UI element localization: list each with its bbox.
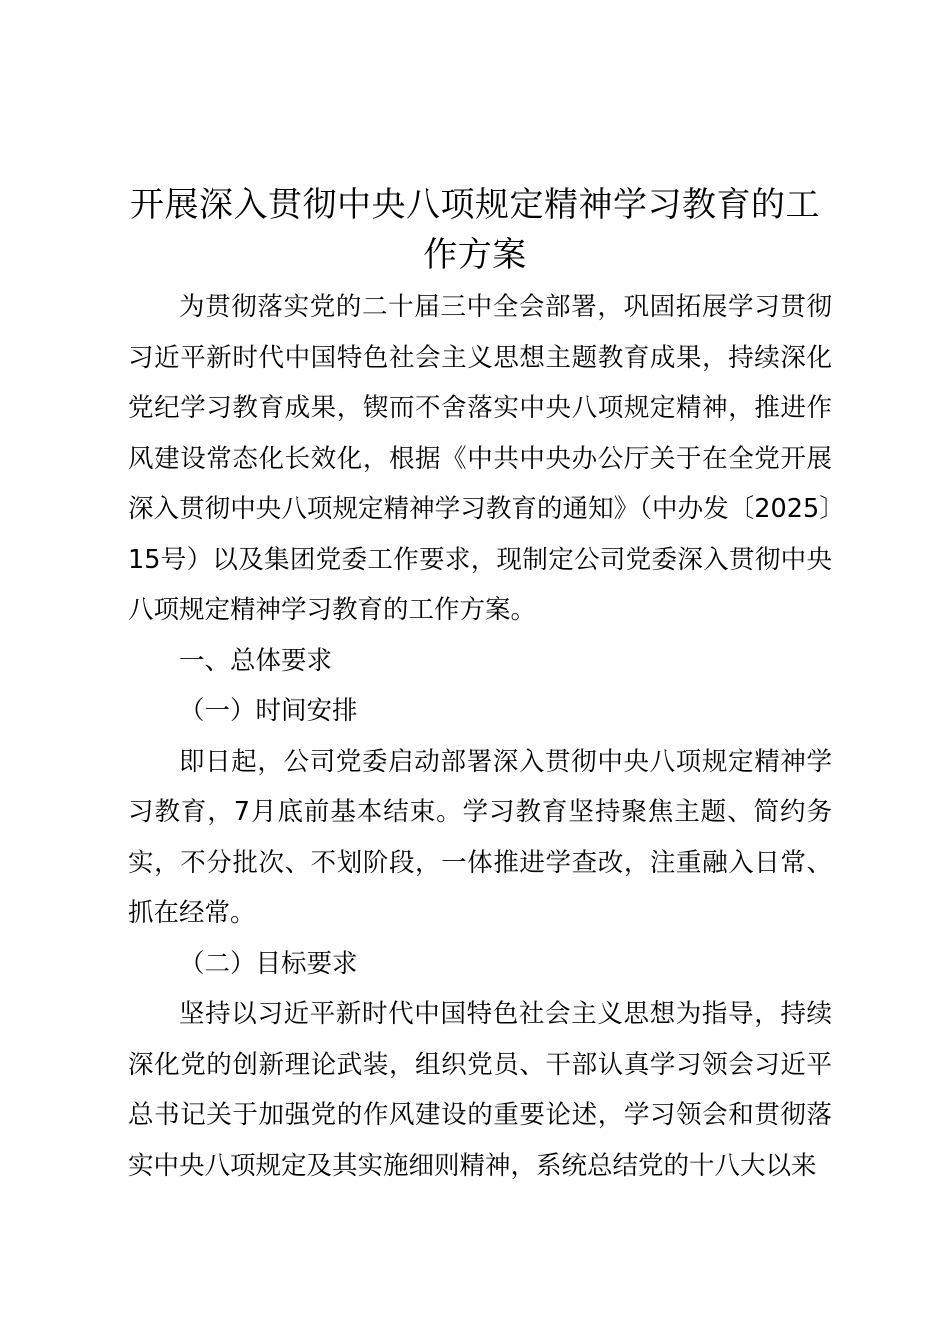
intro-paragraph: 为贯彻落实党的二十届三中全会部署，巩固拓展学习贯彻习近平新时代中国特色社会主义思想主题教育成果，持续深化党纪学习教育成果，锲而不舍落实中央八项规定精神，推进作风建设常态化长效化，根据《中共中央办公厅关于在全党开展深入贯彻中央八项规定精神学习教育的通知》（中办发〔2025〕15号）以及集团党委工作要求，现制定公司党委深入贯彻中央八项规定精神学习教育的工作方案。 — [128, 292, 832, 625]
document-body — [128, 282, 832, 1191]
subsection-heading-schedule: （一）时间安排 — [179, 696, 358, 726]
document-title: 开展深入贯彻中央八项规定精神学习教育的工作方案 — [130, 185, 820, 275]
subsection-heading-goals: （二）目标要求 — [179, 948, 358, 979]
goals-paragraph: 坚持以习近平新时代中国特色社会主义思想为指导，持续深化党的创新理论武装，组织党员、干部认真学习领会习近平总书记关于加强党的作风建设的重要论述，学习领会和贯彻落实中央八项规定及其实施细则精神，系统总结党的十八大以来 — [128, 999, 832, 1181]
section-heading-general: 一、总体要求 — [179, 645, 333, 676]
schedule-paragraph: 即日起，公司党委启动部署深入贯彻中央八项规定精神学习教育，7月底前基本结束。学习教育坚持聚焦主题、简约务实，不分批次、不划阶段，一体推进学查改，注重融入日常、抓在经常。 — [128, 746, 832, 928]
